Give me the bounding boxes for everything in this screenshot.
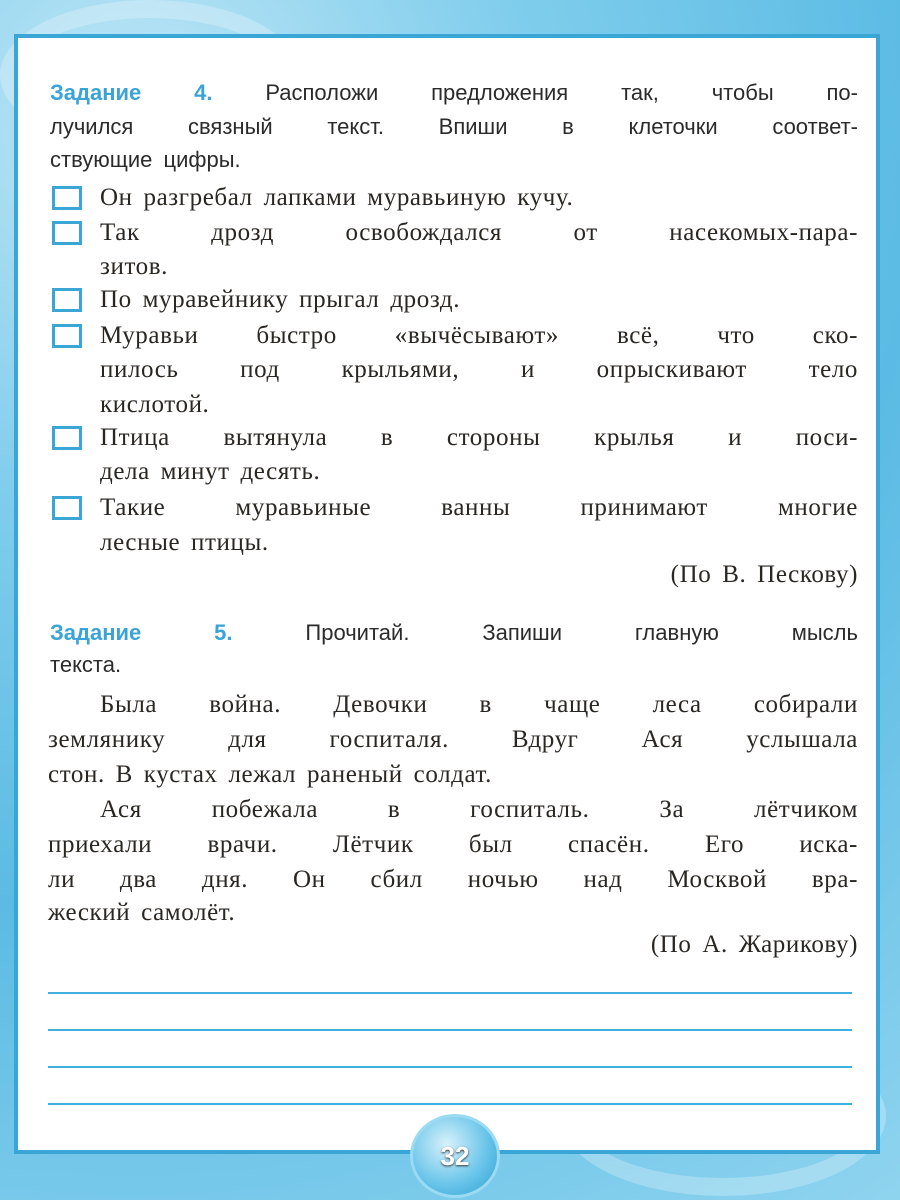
sentence-line: Так дрозд освобождался от насекомых-пара-	[100, 219, 858, 246]
answer-checkbox-6[interactable]	[52, 496, 82, 520]
task4-source: (По В. Пескову)	[670, 561, 858, 588]
text-line: землянику для госпиталя. Вдруг Ася услышала	[48, 726, 858, 753]
task5-instruction-line	[50, 617, 858, 649]
text-line: Ася побежала в госпиталь. За лётчиком	[100, 796, 858, 823]
answer-checkbox-3[interactable]	[52, 288, 82, 312]
answer-line[interactable]	[48, 992, 852, 994]
task4-label: Задание 4.	[50, 80, 213, 105]
sentence-line: По муравейнику прыгал дрозд.	[100, 286, 461, 313]
answer-line[interactable]	[48, 1066, 852, 1068]
task4-instruction-line	[50, 77, 858, 109]
answer-checkbox-1[interactable]	[52, 186, 82, 210]
answer-checkbox-4[interactable]	[52, 324, 82, 348]
text-line: жеский самолёт.	[48, 899, 236, 926]
sentence-line: Он разгребал лапками муравьиную кучу.	[100, 184, 574, 211]
task5-source: (По А. Жарикову)	[650, 931, 858, 958]
task4-instruction-line: лучился связный текст. Впиши в клеточки соответ-	[50, 114, 858, 139]
text-line: приехали врачи. Лётчик был спасён. Его иска-	[48, 831, 858, 858]
answer-line[interactable]	[48, 1103, 852, 1105]
sentence-line: кислотой.	[100, 391, 210, 418]
page-number: 32	[410, 1114, 500, 1198]
text-line: Была война. Девочки в чаще леса собирали	[100, 691, 858, 718]
sentence-line: лесные птицы.	[100, 529, 269, 556]
task5-label: Задание 5.	[50, 620, 233, 645]
sentence-line: Такие муравьиные ванны принимают многие	[100, 494, 858, 521]
answer-checkbox-5[interactable]	[52, 426, 82, 450]
task4-instruction-line: ствующие цифры.	[50, 147, 241, 172]
sentence-line: зитов.	[100, 253, 169, 280]
sentence-line: пилось под крыльями, и опрыскивают тело	[100, 356, 858, 383]
sentence-line: дела минут десять.	[100, 458, 321, 485]
task5-instruction-text: Прочитай. Запиши главную мысль	[305, 620, 858, 645]
sentence-line: Птица вытянула в стороны крылья и поси-	[100, 424, 858, 451]
text-line: стон. В кустах лежал раненый солдат.	[48, 761, 493, 788]
answer-checkbox-2[interactable]	[52, 221, 82, 245]
task5-instruction-line: текста.	[50, 652, 122, 677]
text-line: ли два дня. Он сбил ночью над Москвой вра-	[48, 866, 858, 893]
sentence-line: Муравьи быстро «вычёсывают» всё, что ско-	[100, 322, 858, 349]
answer-line[interactable]	[48, 1029, 852, 1031]
task4-instruction-text: Расположи предложения так, чтобы по-	[265, 80, 858, 105]
